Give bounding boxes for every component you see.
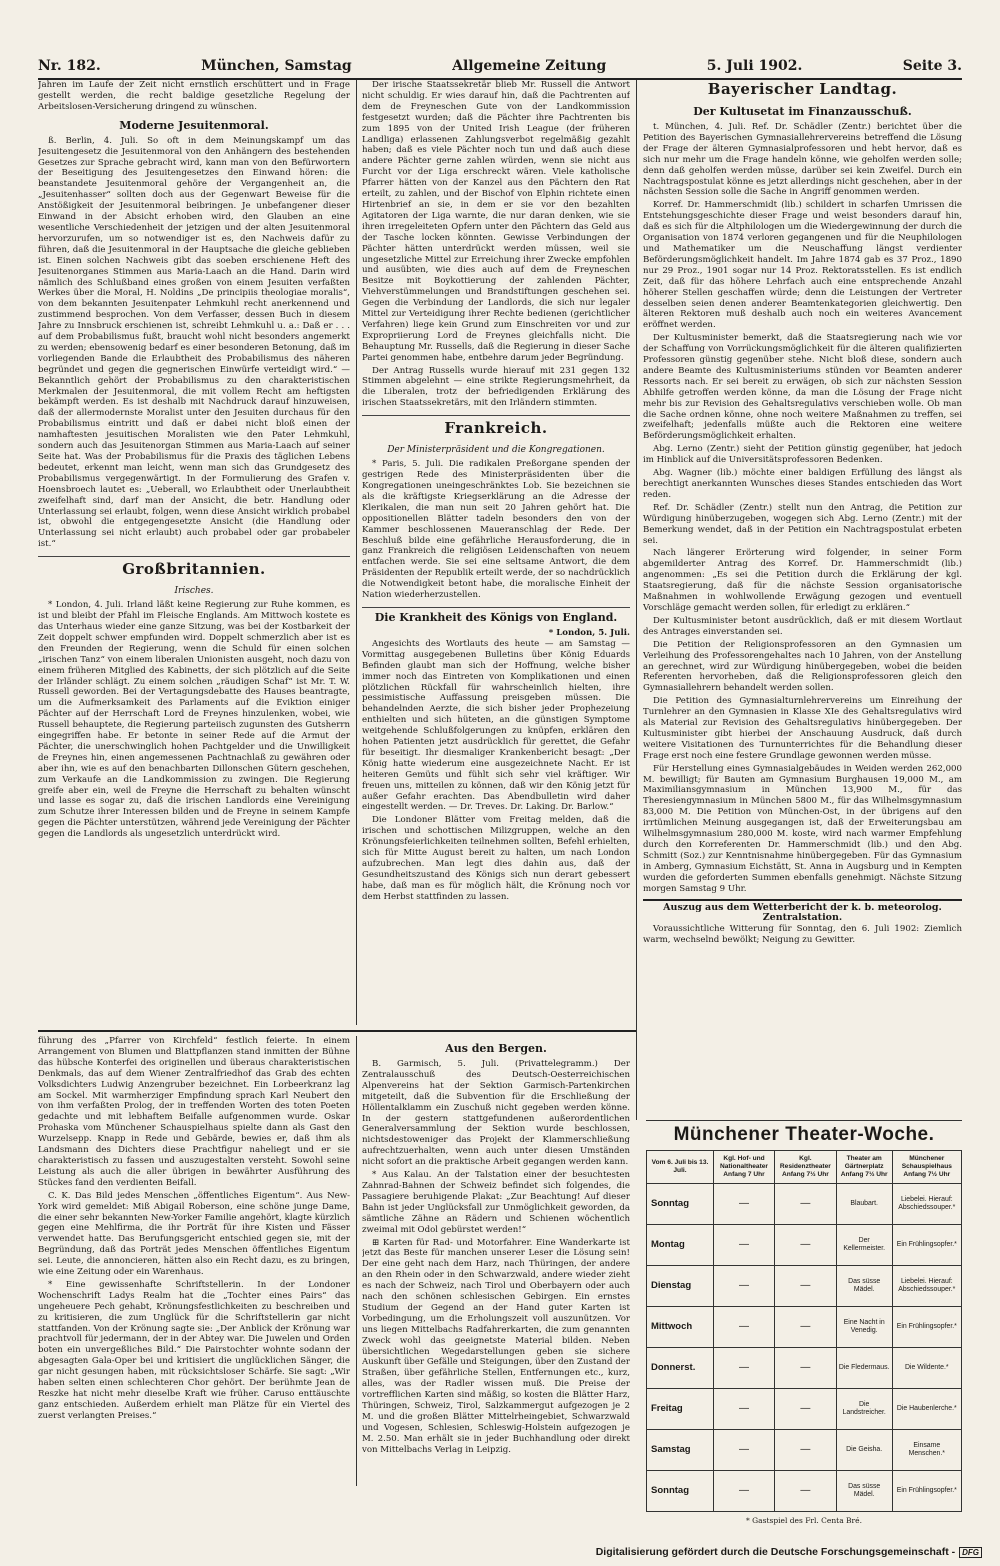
- table-cell: Das süsse Mädel.: [836, 1471, 892, 1512]
- footer-text: Digitalisierung gefördert durch die Deutsche Forschungsgemeinschaft -: [595, 1546, 956, 1558]
- column-rule: [356, 1036, 357, 1486]
- day-cell: Sonntag: [647, 1471, 714, 1512]
- page-number: Seite 3.: [902, 58, 962, 74]
- bottom-left-column: [38, 1036, 350, 1486]
- landtag-paragraph: Korref. Dr. Hammerschmidt (lib.) schildert in scharfen Umrissen die Entstehungsgeschichte dieser Frage und weist besonders darauf hin, daß es sich für die Altphilologen um die Wiedergewinnung der durch die Organisation von 1874 verloren gegangenen und für die Neuphilologen und Mathematiker um die Neuschaffung längst verdienter Beförderungsmöglichkeit handelt. Im Jahre 1874 gab es 37 Proz., 1890 nur 29 Proz., 1901 sogar nur 14 Proz. Rektoratsstellen. Es ist endlich Zeit, daß für das höhere Lehrfach auch eine entsprechende Anzahl höherer Stellen geschaffen würde; denn die Leistungen der Vertreter desselben seien denen anderer Beamtenkategorien gleichwertig. Den älteren Rektoren muß deshalb auch noch ein weiteres Avancement eröffnet werden.: [643, 200, 962, 331]
- page-header: [38, 52, 962, 80]
- table-cell: Liebelei. Hierauf: Abschiedssouper.*: [892, 1266, 961, 1307]
- table-cell: Ein Frühlingsopfer.*: [892, 1225, 961, 1266]
- table-cell: Die Geisha.: [836, 1430, 892, 1471]
- table-row: [647, 1184, 962, 1225]
- table-cell: —: [775, 1184, 837, 1225]
- theater-footnote: * Gastspiel des Frl. Centa Bré.: [746, 1516, 862, 1525]
- theater-header-cell: Münchener Schauspielhaus Anfang 7½ Uhr: [892, 1151, 961, 1184]
- landtag-paragraph: Die Petition der Religionsprofessoren an den Gymnasien um Verleihung des Professorengehaltes nach 10 Jahren, von der Anstellung an gerechnet, wird zur Würdigung hinübergegeben, wobei die beiden Referenten hervorheben, daß die Religionsprofessoren gleich den Gymnasiallehrern behandelt werden sollen.: [643, 639, 962, 694]
- column-3: [643, 80, 962, 1115]
- heading-great-britain: Großbritannien.: [38, 556, 350, 579]
- column-1: [38, 80, 350, 1025]
- table-cell: —: [714, 1266, 775, 1307]
- theater-header-cell: Kgl. Hof- und Nationaltheater Anfang 7 Uhr: [714, 1151, 775, 1184]
- table-cell: —: [714, 1184, 775, 1225]
- day-cell: Sonntag: [647, 1184, 714, 1225]
- table-cell: Der Kellermeister.: [836, 1225, 892, 1266]
- theater-header-cell: Vom 6. Juli bis 13. Juli.: [647, 1151, 714, 1184]
- article-jesuit-moral: ß. Berlin, 4. Juli. So oft in dem Meinungskampf um das Jesuitengesetz die Jesuitenmoral von den Anhängern des bestehenden Gesetzes zur Sprache gebracht wird, kann man von den Befürwortern der Beseitigung des Jesuitengesetzes den Einwand hören: die beanstandete Jesuitenmoral gehöre der Vergangenheit an, die „Jesuitenhasser“ sollten doch aus der Gegenwart Beweise für die Anstößigkeit der Jesuitenmoral beibringen. Je unbefangener dieser Einwand in der Absicht erhoben wird, den Glauben an eine wesentliche Verschiedenheit der jetzigen und der alten Jesuitenmoral hervorzurufen, um so notwendiger ist es, den Nachweis dafür zu führen, daß die Jesuitenmoral in der Hauptsache die gleiche geblieben ist. Einen solchen Nachweis gibt das soeben erschienene Heft des Jesuitenorganes Stimmen aus Maria-Laach an die Hand. Darin wird nämlich des Schlußband eines großen von einem Jesuiten verfaßten Werkes über die Moral, H. Noldins „De principiis theologiae moralis“, von dem bekannten Jesuitenpater Lehmkuhl recht anerkennend und zustimmend besprochen. Von dem Verfasser, dessen Buch in diesem Jahre zu Innsbruck erschienen ist, schreibt Lehmkuhl u. a.: Daß er . . . auf dem Probabilismus fußt, braucht wohl nicht besonders angemerkt zu werden; ebensowenig bedarf es einer besonderen Betonung, daß im vorliegenden Bande die Erlaubtheit des Probabilismus des näheren begründet und gegen die gegnerischen Einwürfe verteidigt wird.“ — Bekanntlich gehört der Probabilismus zu den charakteristischen Merkmalen der Jesuitenmoral, die mit vollem Recht am heftigsten bekämpft werden. Es ist deshalb mit Nachdruck darauf hinzuweisen, daß der allermodernste Moralist unter den Jesuiten durchaus für den Probabilismus eintritt und daß er dabei nicht bloß einen der namhaftesten jesuitischen Moralisten wie den Pater Lehmkuhl, sondern auch das Jesuitenorgan Stimmen aus Maria-Laach auf seiner Seite hat. Was der Probabilismus für die Praxis des täglichen Lebens bedeutet, erkennt man leicht, wenn man sich das Grundgesetz des Probabilismus vergegenwärtigt. In der Formulierung des Grafen v. Hoensbroech lautet es: „Ueberall, wo Erlaubtheit oder Unerlaubtheit zweifelhaft sind, darf man der Ansicht, die betr. Handlung oder Unterlassung sei erlaubt, folgen, wenn diese Ansicht wirklich probabel ist, obwohl die entgegengesetzte Ansicht (die Handlung oder Unterlassung sei nicht erlaubt) auch probabel oder gar probabeler ist.“: [38, 135, 350, 550]
- table-row: [647, 1225, 962, 1266]
- subheading-france: Der Ministerpräsident und die Kongregationen.: [387, 445, 605, 456]
- issue-number: Nr. 182.: [38, 58, 101, 74]
- theater-week: [646, 1120, 962, 1525]
- feuilleton-writer: * Eine gewissenhafte Schriftstellerin. In der Londoner Wochenschrift Ladys Realm hat die „Tochter eines Pairs“ das ungeheuere Pech gehabt, Krönungsfestlichkeiten zu beschreiben und zu kritisieren, die zum Unglück für die Schriftstellerin gar nicht stattfanden. Von der Krönung sagte sie: „Der Anblick der Krönung war prachtvoll für jedermann, der in der Abtey war. Die Juwelen und Orden boten ein unvergeßliches Bild.“ Die Pairstochter wohnte sodann der abgesagten Gala-Oper bei und kritisiert die unglücklichen Sänger, die gar nicht gesungen haben, mit rücksichtsloser Schärfe. Sie sagt: „Wir haben selten einen schlechteren Chor gehört. Der berühmte Jean de Reszke hat nicht mehr dieselbe Kraft wie früher. Caruso enttäuschte ganz entschieden. Außerdem erhielt man Plätze für ein Viertel des zuerst verlangten Preises.“: [38, 1279, 350, 1421]
- table-cell: Die Landstreicher.: [836, 1389, 892, 1430]
- newspaper-title: Allgemeine Zeitung: [452, 58, 607, 74]
- heading-france: Frankreich.: [362, 415, 630, 438]
- table-cell: —: [775, 1307, 837, 1348]
- landtag-paragraph: Der Kultusminister betont ausdrücklich, daß er mit diesem Wortlaut des Antrages einverstanden sei.: [643, 615, 962, 637]
- landtag-paragraph: Ref. Dr. Schädler (Zentr.) stellt nun den Antrag, die Petition zur Würdigung hinüberzugeben, wogegen sich Abg. Lerno (Zentr.) mit der Bemerkung wendet, daß in der Petition ein Nachtragspostulat erbeten sei.: [643, 502, 962, 546]
- table-cell: —: [775, 1430, 837, 1471]
- column-rule: [636, 80, 637, 1120]
- table-cell: —: [775, 1471, 837, 1512]
- table-cell: Ein Frühlingsopfer.*: [892, 1307, 961, 1348]
- table-row: [647, 1307, 962, 1348]
- landtag-paragraph: Abg. Wagner (lib.) möchte einer baldigen Erfüllung des längst als berechtigt anerkannten Wunsches dieses Standes entschieden das Wort reden.: [643, 468, 962, 500]
- day-cell: Donnerst.: [647, 1348, 714, 1389]
- table-row: [647, 1389, 962, 1430]
- table-cell: Das süsse Mädel.: [836, 1266, 892, 1307]
- day-cell: Montag: [647, 1225, 714, 1266]
- subheading-kultusetat: Der Kultusetat im Finanzausschuß.: [693, 105, 912, 118]
- table-cell: —: [714, 1348, 775, 1389]
- place-day: München, Samstag: [201, 58, 352, 74]
- article-irish-vote: Der Antrag Russells wurde hierauf mit 231 gegen 132 Stimmen abgelehnt — eine strikte Regierungsmehrheit, da die Liberalen, trotz der befriedigenden Erklärung des irischen Staatssekretärs, mit den Irländern stimmten.: [362, 365, 630, 409]
- landtag-paragraph: Abg. Lerno (Zentr.) sieht der Petition günstig gegenüber, hat jedoch im Hinblick auf die Universitätsprofessoren Bedenken.: [643, 444, 962, 466]
- table-cell: Blaubart.: [836, 1184, 892, 1225]
- heading-jesuit-moral: Moderne Jesuitenmoral.: [119, 118, 269, 132]
- column-rule: [356, 80, 357, 1025]
- table-cell: —: [714, 1389, 775, 1430]
- table-row: [647, 1266, 962, 1307]
- table-cell: Einsame Menschen.*: [892, 1430, 961, 1471]
- feuilleton-portrait: C. K. Das Bild jedes Menschen „öffentliches Eigentum“. Aus New-York wird gemeldet: Miß Abigail Roberson, eine schöne junge Dame, die einer sehr bekannten New-Yorker Familie angehört, klagte kürzlich gegen eine Mehlfirma, die ihr Porträt für ihre Kisten und Fässer verwendet hatte. Das Berufungsgericht entschied gegen sie, mit der Begründung, daß das Porträt jedes Menschen öffentliches Eigentum sei. Leute, die annoncieren, hätten also ein Recht dazu, es zu bringen, wie eine Zeitung oder ein Warenhaus.: [38, 1190, 350, 1278]
- theater-title: Münchener Theater-Woche.: [646, 1120, 962, 1147]
- table-cell: Eine Nacht in Venedig.: [836, 1307, 892, 1348]
- table-cell: —: [714, 1430, 775, 1471]
- table-cell: —: [775, 1225, 837, 1266]
- issue-date: 5. Juli 1902.: [706, 58, 803, 74]
- heading-king-illness: Die Krankheit des Königs von England.: [362, 607, 630, 625]
- article-coronation: Die Londoner Blätter vom Freitag melden, daß die irischen und schottischen Milizgruppen, welche an den Krönungsfeierlichkeiten teilnehmen sollten, Befehl erhielten, sich für Mitte August bereit zu halten, um nach London aufzubrechen. Man legt dies dahin aus, daß der Gesundheitszustand des Königs sich nun derart gebessert habe, daß man es für möglich hält, die Krönung noch vor dem Herbst stattfinden zu lassen.: [362, 815, 630, 902]
- table-row: [647, 1430, 962, 1471]
- table-cell: —: [775, 1348, 837, 1389]
- article-irish: * London, 4. Juli. Irland läßt keine Regierung zur Ruhe kommen, es ist und bleibt der Pfahl im Fleische Englands. Am Mittwoch kostete es das Unterhaus wieder eine ganze Sitzung, was bei der Kostbarkeit der Zeit doppelt schwer empfunden wird. Doppelt schmerzlich aber ist es den Freunden der Regierung, wenn die Schuld für einen solchen „irischen Tanz“ von einem liberalen Unionisten ausgeht, noch dazu von einem früheren Mitglied des Kabinetts, der sich plötzlich auf die Seite der Irländer schlägt. Zu einem solchen „räudigen Schaf“ ist Mr. T. W. Russell geworden. Bei der Vertagungsdebatte des Hauses beantragte, um die Aufmerksamkeit des Parlaments auf die Eviktion einiger Pächter auf der Herrschaft Lord de Freynes hinzulenken, wobei, wie Russell behauptete, die Regierung parteiisch zugunsten des Gutsherrn eingegriffen habe. Er betonte in seiner Rede auf die Armut der Pächter, die unerschwinglich hohen Pachtgelder und die Unwilligkeit de Freynes hin, einen angemessenen Pachtnachlaß zu gewähren oder aber ihn, wie es auf den benachbarten Dillonschen Gütern geschehen, zum Verkaufe an die Landkommission zu zwingen. Die Regierung greife aber ein, weil de Freyne die Herrschaft zu behalten wünscht und lasse es sogar zu, daß die irischen Landlords eine Vereinigung zum Schutze ihrer Interessen bilden und de Freyne in seinem Kampfe gegen die Pächter unterstützen, während jede Vereinigung der Pächter gegen die Landlords als ungesetzlich unterdrückt wird.: [38, 600, 350, 840]
- landtag-paragraph: Die Petition des Gymnasialturnlehrervereins um Einreihung der Turnlehrer an den Gymnasien in Klasse XIe des Gehaltsregulativs wird als Material zur Revision des Gehaltsregulativs hinübergegeben. Der Kultusminister gibt hierbei der Anschauung Ausdruck, daß durch weitere Visitationen des Turnunterrichtes für die Behandlung dieser Frage erst noch eine festere Grundlage gewonnen werden müsse.: [643, 696, 962, 761]
- table-cell: —: [714, 1471, 775, 1512]
- landtag-paragraph: Der Kultusminister bemerkt, daß die Staatsregierung nach wie vor der Schaffung von Vorrückungsmöglichkeit für die älteren qualifizierten Professoren günstig gegenüber stehe. Nicht bloß diese, sondern auch andere Beamte des Kultusministeriums stünden vor Beamten anderer Ressorts nach. Er sei bereit zu erwägen, ob sich zur nächsten Session Abhilfe getroffen werden könne, da man die Lösung der Frage nicht mehr bis zur Revision des Gehaltsregulativs verschieben wolle. Ob man die Sache ordnen könne, ohne noch weitere Maßnahmen zu treffen, sei zweifelhaft; jedenfalls müßte auch die Rektoren eine weitere Beförderungsmöglichkeit erhalten.: [643, 333, 962, 442]
- table-cell: —: [775, 1389, 837, 1430]
- table-cell: —: [775, 1266, 837, 1307]
- table-cell: Die Wildente.*: [892, 1348, 961, 1389]
- table-row: [647, 1471, 962, 1512]
- table-cell: Ein Frühlingsopfer.*: [892, 1471, 961, 1512]
- table-cell: —: [714, 1307, 775, 1348]
- theater-header-cell: Kgl. Residenztheater Anfang 7½ Uhr: [775, 1151, 837, 1184]
- theater-header-cell: Theater am Gärtnerplatz Anfang 7½ Uhr: [836, 1151, 892, 1184]
- table-cell: —: [714, 1225, 775, 1266]
- day-cell: Freitag: [647, 1389, 714, 1430]
- article-irish-continued: Der irische Staatssekretär blieb Mr. Russell die Antwort nicht schuldig. Er wies darauf hin, daß die Pachtrenten auf dem de Freyneschen Gute von der Landkommission festgesetzt wurden; daß die Pächter ihre Pachtrenten bis zum 1895 von der United Irish League (der früheren Landliga) erlassenen Zahlungsverbot regelmäßig gezahlt haben; daß es viele Pächter noch tun und daß auch diese andere Pächter gerne zahlen würden, wenn sie nicht aus Furcht vor der Liga erschreckt wären. Viele katholische Pfarrer hätten von der Kanzel aus den Pächtern den Rat erteilt, zu zahlen, und der Bischof von Elphin richtete einen Hirtenbrief an sie, in dem er sie vor den bezahlten Agitatoren der Liga warnte, die nur daran denken, wie sie ihren irregeleiteten Opfern unter den Pächtern das Geld aus der Tasche locken könnten. Gewisse Verbindungen der Pächter hätten unterdrückt werden müssen, weil sie ungesetzliche Mittel zur Erreichung ihrer Zwecke empfohlen und ausübten, wie dies auch auf dem de Freyneschen Besitze mit Boykottierung der zahlenden Pächter, Viehverstümmelungen und Brandstiftungen geschehen sei. Gegen die Verbindung der Landlords, die sich nur legaler Mittel zur Verteidigung ihrer Rechte bedienen (gerichtlicher Verfahren) liege kein Grund zum Einschreiten vor und zur Expropriierung Lord de Freynes gleichfalls nicht. Die Behauptung Mr. Russells, daß die Regierung in dieser Sache Partei genommen habe, entbehre darum jeder Begründung.: [362, 80, 630, 363]
- dfg-logo: DFG: [959, 1547, 982, 1558]
- table-cell: Die Fledermaus.: [836, 1348, 892, 1389]
- landtag-paragraph: t. München, 4. Juli. Ref. Dr. Schädler (Zentr.) berichtet über die Petition des Bayerischen Gymnasiallehrervereins betreffend die Lösung der Frage der älteren Gymnasialprofessoren und hebt hervor, daß es sich nur mehr um die Frage handeln könne, wie geholfen werden solle; denn daß geholfen werden müsse, darüber sei kein Zweifel. Durch ein Nachtragspostulat könne es jetzt allerdings nicht geschehen, aber in der nächsten Session solle die Sache in Angriff genommen werden.: [643, 122, 962, 198]
- weather-report: [643, 899, 962, 947]
- bottom-middle-column: [362, 1036, 630, 1486]
- theater-table: [646, 1150, 962, 1512]
- article-garmisch: B. Garmisch, 5. Juli. (Privattelegramm.) Der Zentralausschuß des Deutsch-Oesterreichischen Alpenvereins hat der Sektion Garmisch-Partenkirchen mitgeteilt, daß die Subvention für die Erschließung der Höllentalklamm ein Zuschuß nicht gegeben werden könne. In der gestern stattgefundenen außerordentlichen Generalversammlung der Sektion wurde beschlossen, nichtsdestoweniger das Projekt der Klammerschließung aufrechtzuerhalten, wenn auch unter diesen Umständen nicht sofort an die praktische Arbeit gegangen werden kann.: [362, 1059, 630, 1168]
- article-continuation: Jahren im Laufe der Zeit nicht ernstlich erschüttert und in Frage gestellt werden, die recht baldige gesetzliche Regelung der Arbeitslosen-Versicherung dringend zu wünschen.: [38, 80, 350, 112]
- article-france: * Paris, 5. Juli. Die radikalen Preßorgane spenden der gestrigen Rede des Ministerpräsidenten über die Kongregationen uneingeschränktes Lob. Sie bezeichnen sie als die kräftigste Kriegserklärung an die Adresse der Klerikalen, die man nun seit 20 Jahren gehört hat. Die oppositionellen Blätter tadeln besonders den von der Kammer beschlossenen Maueranschlag der Rede. Der Beschluß bilde eine gefährliche Herausforderung, die in ganz Frankreich die religiösen Leidenschaften von neuem entfachen werde. Sie sei eine seltsame Antwort, die dem Präsidenten der Republik erteilt werde, der so nachdrücklich die Notwendigkeit betont habe, die moralische Einheit der Nation wiederherzustellen.: [362, 459, 630, 601]
- section-separator: [38, 1030, 636, 1032]
- day-cell: Samstag: [647, 1430, 714, 1471]
- dateline-london: * London, 5. Juli.: [548, 627, 630, 638]
- day-cell: Dienstag: [647, 1266, 714, 1307]
- heading-bavarian-landtag: Bayerischer Landtag.: [707, 80, 898, 98]
- weather-title: Auszug aus dem Wetterbericht der k. b. meteorolog. Zentralstation.: [663, 901, 942, 924]
- article-kalau: * Aus Kalau. An der Talstation einer der besuchtesten Zahnrad-Bahnen der Schweiz befindet sich folgendes, die Passagiere beruhigende Plakat: „Zur Beachtung! Auf dieser Bahn ist jeder Unglücksfall zur Unmöglichkeit geworden, da sämtliche Zähne an Rädern und Schienen wöchentlich zweimal mit Odol gebürstet werden!“: [362, 1170, 630, 1235]
- table-row: [647, 1348, 962, 1389]
- weather-text: Voraussichtliche Witterung für Sonntag, den 6. Juli 1902: Ziemlich warm, wechselnd bewölkt; Neigung zu Gewitter.: [643, 924, 962, 946]
- heading-mountains: Aus den Bergen.: [445, 1042, 547, 1055]
- column-2: [362, 80, 630, 1025]
- table-cell: Die Haubenlerche.*: [892, 1389, 961, 1430]
- landtag-paragraph: Für Herstellung eines Gymnasialgebäudes in Weiden werden 262,000 M. bewilligt; für Bauten am Gymnasium Burghausen 19,000 M., am Maximiliansgymnasium in München 13,900 M., für das Theresiengymnasium in München 5800 M., für das Wilhelmsgymnasium 83,000 M. Die Petition von München-Ost, in der übrigens auf den irrtümlichen Meinung ausgegangen ist, daß der Erweiterungsbau am Wilhelmsgymnasium 280,000 M. koste, wird nach warmer Empfehlung durch den Korreferenten Dr. Hammerschmidt (lib.) und den Abg. Schmitt (Soz.) zur Kenntnisnahme hinübergegeben. Für das Gymnasium in Amberg, Gymnasium Eichstätt, St. Anna in Augsburg und in Kempten wurden die geforderten Summen ebenfalls genehmigt. Nächste Sitzung morgen Samstag 9 Uhr.: [643, 763, 962, 894]
- feuilleton-anzengruber: führung des „Pfarrer von Kirchfeld“ festlich feierte. In einem Arrangement von Blumen und Blattpflanzen stand inmitten der Bühne das hübsche Konterfei des originellen und überaus charakteristischen Denkmals, das auf dem Wiener Zentralfriedhof das Grab des echten Volksdichters Ludwig Anzengruber bezeichnet. Ein Lorbeerkranz lag am Sockel. Mit warmherziger Empfindung sprach Karl Neubert den von ihm verfaßten Prolog, der in treffenden Worten des toten Poeten gedachte und mit lebhaftem Beifalle aufgenommen wurde. Oskar Prohaska vom Münchener Schauspielhaus spielte dann als Gast den Wurzelsepp. Knapp in Rede und Gebärde, bewies er, daß ihm als Landsmann des Dichters diese Prachtfigur naheliegt und er sie charakteristisch zu fassen und auszugestalten versteht. Sowohl seine Leistung als auch die aller übrigen in bewährter Ausführung des Stückes fand den verdienten Beifall.: [38, 1036, 350, 1188]
- landtag-paragraph: Nach längerer Erörterung wird folgender, in seiner Form abgemilderter Antrag des Korref. Dr. Hammerschmidt (lib.) angenommen: „Es sei die Petition durch die Erklärung der kgl. Staatsregierung, daß für die nächste Session organisatorische Maßnahmen in wohlwollende Erwägung gezogen und eventuell Vorschläge gemacht werden sollen, für erledigt zu erklären.“: [643, 548, 962, 613]
- article-maps: ⊞ Karten für Rad- und Motorfahrer. Eine Wanderkarte ist jetzt das Beste für manchen unserer Leser die Lösung sein! Der eine geht nach dem Harz, nach Thüringen, der andere an den Rhein oder in den Schwarzwald, andere wieder zieht es nach der Schweiz, nach Tirol und Oberbayern oder auch nach den schönen schlesischen Gebirgen. Ein ernstes Studium der Gegend an der Hand guter Karten ist Vorbedingung, um die Erholungszeit voll auszunützen. Vor uns liegen Mittelbachs Radfahrerkarten, die zum genannten Zweck wohl das geeignetste Material bilden. Neben übersichtlichen Wegedarstellungen geben sie sichere Auskunft über Gefälle und Steigungen, über den Zustand der Straßen, über gefährliche Stellen, Entfernungen etc., kurz, alles, was der Radler wissen muß. Die Preise der vortrefflichen Karten sind mäßig, so kosten die Blätter Harz, Thüringen, Schweiz, Tirol, Salzkammergut aufgezogen je 2 M. und die großen Blätter Mittelrheingebiet, Schwarzwald und Vogesen, Schlesien, Schleswig-Holstein aufgezogen je M. 2.50. Man erhält sie in jeder Buchhandlung oder direkt von Mittelbachs Verlag in Leipzig.: [362, 1237, 630, 1455]
- table-cell: Liebelei. Hierauf: Abschiedssouper.*: [892, 1184, 961, 1225]
- article-king-illness: Angesichts des Wortlauts des heute — am Samstag — Vormittag ausgegebenen Bulletins über König Eduards Befinden glaubt man sich der Hoffnung, welche bisher immer noch das Eintreten von Komplikationen und einen plötzlichen Rückfall für wahrscheinlich hielten, ihre pessimistische Auffassung preisgeben müssen. Die behandelnden Aerzte, die sich bisher jeder Prophezeiung enthielten und sich hüteten, an die günstigen Symptome weitgehende Schlußfolgerungen zu knüpfen, erklären den hohen Patienten jetzt ausdrücklich für gerettet, die Gefahr für beseitigt. Ihr diesmaliger Krankenbericht besagt: „Der König hatte wiederum eine ausgezeichnete Nacht. Er ist heiteren Gemüts und fühlt sich sehr viel kräftiger. Wir freuen uns, mitteilen zu können, daß wir den König jetzt für außer Gefahr erachten. Das Abendbulletin wird daher eingestellt werden. — Dr. Treves. Dr. Laking. Dr. Barlow.“: [362, 638, 630, 813]
- day-cell: Mittwoch: [647, 1307, 714, 1348]
- subheading-irish: Irisches.: [174, 586, 214, 597]
- theater-header-row: [647, 1151, 962, 1184]
- digitization-footer: [596, 1546, 982, 1558]
